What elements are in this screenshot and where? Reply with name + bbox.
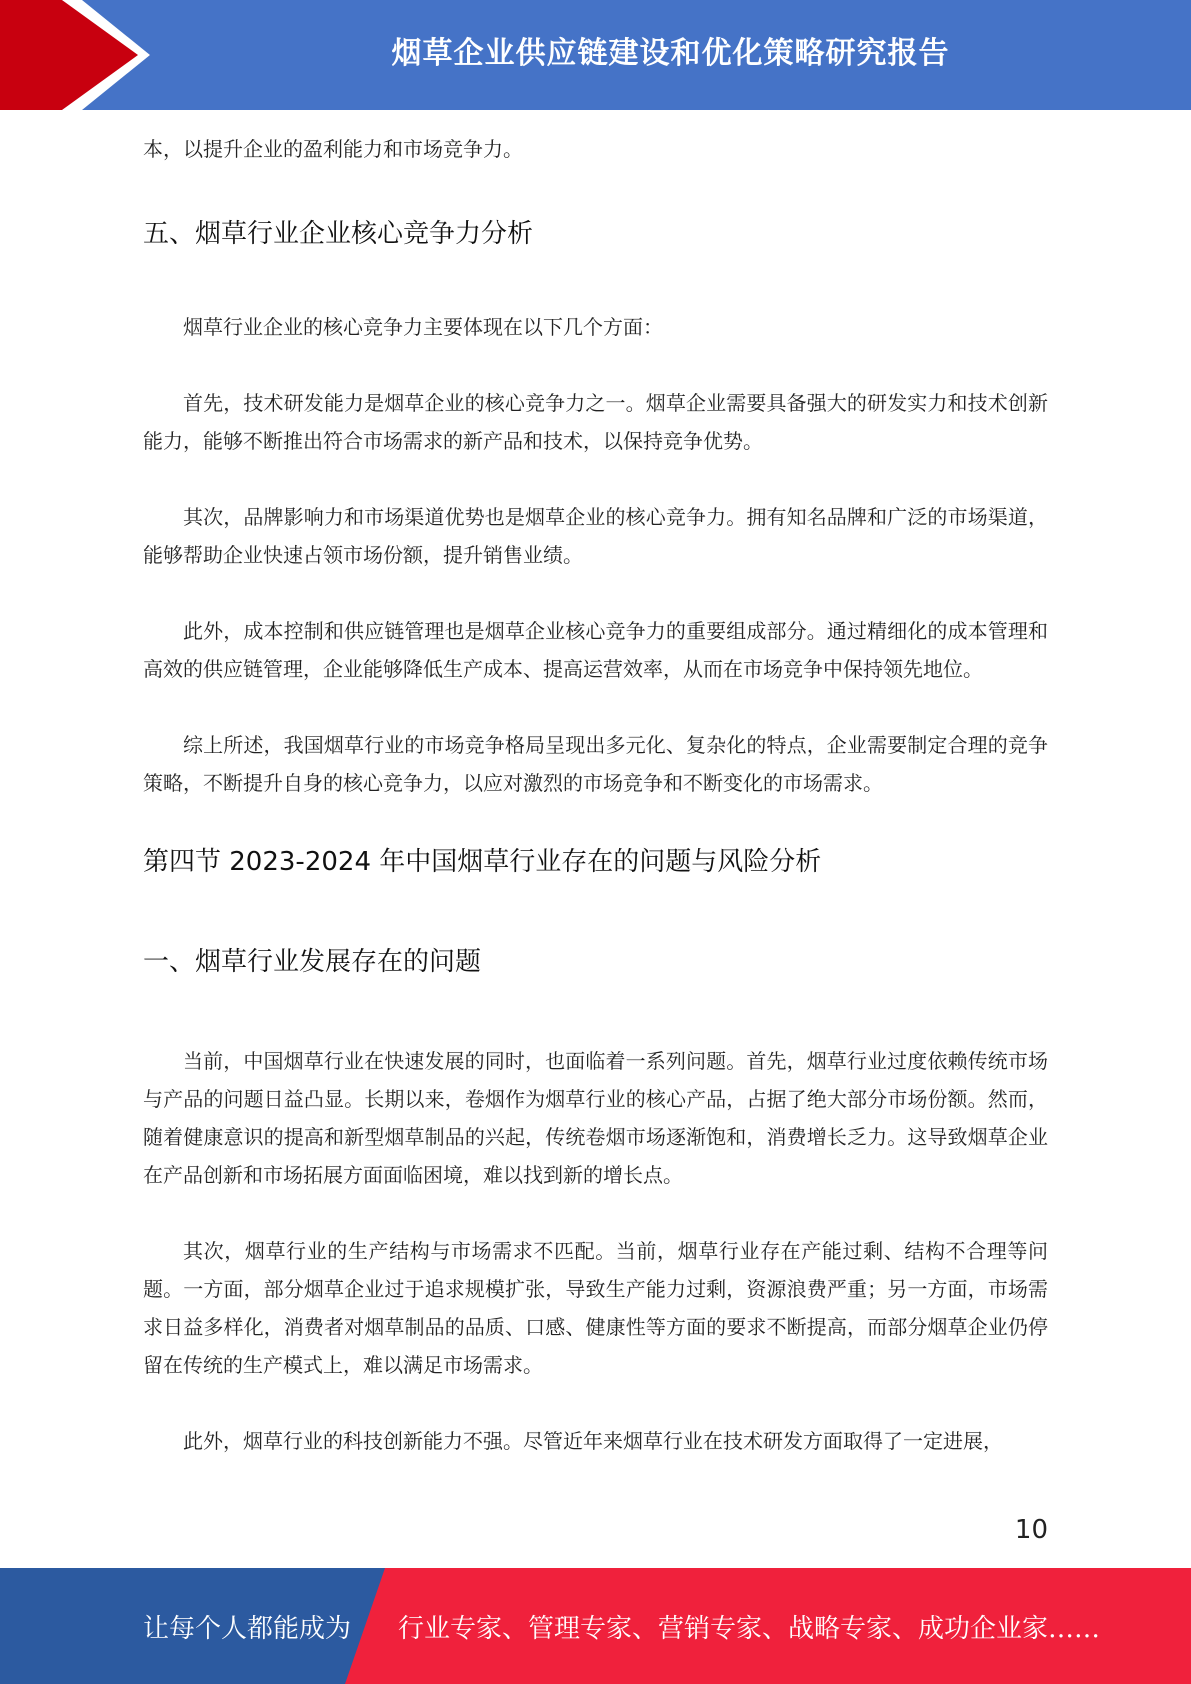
page-number: 10 xyxy=(1014,1515,1048,1545)
paragraph: 此外，成本控制和供应链管理也是烟草企业核心竞争力的重要组成部分。通过精细化的成本管理和高效的供应链管理，企业能够降低生产成本、提高运营效率，从而在市场竞争中保持领先地位。 xyxy=(143,619,1048,681)
paragraph-continuation: 本，以提升企业的盈利能力和市场竞争力。 xyxy=(143,137,523,161)
page-footer xyxy=(0,1568,1191,1684)
chapter-heading-problems-risks: 第四节 2023-2024 年中国烟草行业存在的问题与风险分析 xyxy=(143,847,822,877)
page-header xyxy=(0,0,1191,110)
paragraph: 当前，中国烟草行业在快速发展的同时，也面临着一系列问题。首先，烟草行业过度依赖传统市场与产品的问题日益凸显。长期以来，卷烟作为烟草行业的核心产品，占据了绝大部分市场份额。然而，随着健康意识的提高和新型烟草制品的兴起，传统卷烟市场逐渐饱和，消费增长乏力。这导致烟草企业在产品创新和市场拓展方面面临困境，难以找到新的增长点。 xyxy=(143,1049,1048,1187)
paragraph: 首先，技术研发能力是烟草企业的核心竞争力之一。烟草企业需要具备强大的研发实力和技术创新能力，能够不断推出符合市场需求的新产品和技术，以保持竞争优势。 xyxy=(143,391,1048,453)
paragraph: 综上所述，我国烟草行业的市场竞争格局呈现出多元化、复杂化的特点，企业需要制定合理的竞争策略，不断提升自身的核心竞争力，以应对激烈的市场竞争和不断变化的市场需求。 xyxy=(143,733,1048,795)
footer-slogan-right: 行业专家、管理专家、营销专家、战略专家、成功企业家…… xyxy=(398,1613,1101,1644)
section-heading-problems: 一、烟草行业发展存在的问题 xyxy=(143,947,482,977)
paragraph: 烟草行业企业的核心竞争力主要体现在以下几个方面： xyxy=(183,315,663,339)
paragraph: 其次，品牌影响力和市场渠道优势也是烟草企业的核心竞争力。拥有知名品牌和广泛的市场渠道，能够帮助企业快速占领市场份额，提升销售业绩。 xyxy=(143,505,1048,567)
report-title: 烟草企业供应链建设和优化策略研究报告 xyxy=(391,36,950,71)
page-content xyxy=(143,130,1048,1460)
paragraph: 其次，烟草行业的生产结构与市场需求不匹配。当前，烟草行业存在产能过剩、结构不合理等问题。一方面，部分烟草企业过于追求规模扩张，导致生产能力过剩，资源浪费严重；另一方面，市场需求日益多样化，消费者对烟草制品的品质、口感、健康性等方面的要求不断提高，而部分烟草企业仍停留在传统的生产模式上，难以满足市场需求。 xyxy=(143,1239,1048,1377)
paragraph: 此外，烟草行业的科技创新能力不强。尽管近年来烟草行业在技术研发方面取得了一定进展， xyxy=(183,1429,1003,1453)
section-heading-competitiveness: 五、烟草行业企业核心竞争力分析 xyxy=(143,219,534,249)
footer-slogan-left: 让每个人都能成为 xyxy=(143,1613,352,1644)
